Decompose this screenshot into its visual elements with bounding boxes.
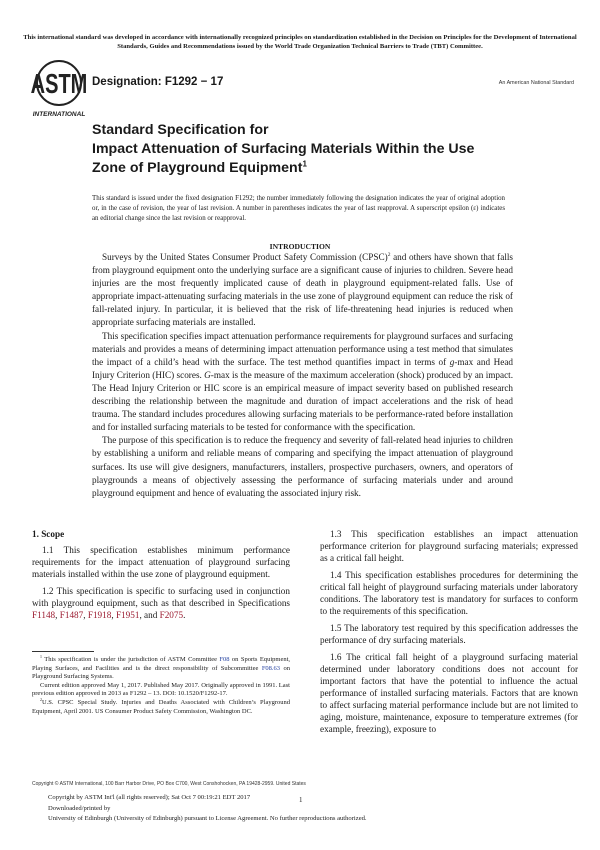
text: and others have shown that falls from playground equipment onto the underlying surface are a significant cause of injuries to children. Severe head injuries are the most frequently implicated cause of death in playground equipment-related falls. Use of appropriate impact-attenuating surfacing materials in the use zone of playground equipment can reduce the risk of fall-related injury. In particular, it is believed that the risk of life-threatening head injuries is reduced when appropriate surfacing materials are installed. bbox=[92, 252, 513, 328]
link-f08[interactable]: F08 bbox=[219, 656, 230, 663]
download-notice bbox=[48, 793, 367, 825]
scope-heading: 1. Scope bbox=[32, 529, 65, 539]
document-title bbox=[92, 121, 474, 178]
section-1-2: 1.2 This specification is specific to surfacing used in conjunction with playground equipment, such as that described in Specifications F1148, F1487, F1918, F1951, and F2075. bbox=[32, 586, 290, 620]
text: Surveys by the United States Consumer Product Safety Commission (CPSC) bbox=[102, 252, 388, 262]
designation: Designation: F1292 − 17 bbox=[92, 76, 224, 88]
link-f1148[interactable]: F1148 bbox=[32, 610, 56, 620]
text: This specification specifies impact attenuation performance requirements for playground surfaces and surfacing materials and provides a means of determining impact attenuation performance using a test method that simulates the impact of a child’s head with the surface. The test method quantifies impact in terms of bbox=[92, 330, 513, 367]
intro-paragraph bbox=[92, 251, 513, 330]
text: on Sports Equipment, Playing Surfaces, and Facilities and is the direct responsibility of Subcommittee bbox=[32, 656, 291, 672]
footnotes bbox=[32, 656, 290, 716]
astm-logo bbox=[30, 58, 88, 120]
license-notice: University of Edinburgh (University of Edinburgh) pursuant to License Agreement. No further reproductions authorized. bbox=[48, 815, 367, 822]
footnote-number: 2 bbox=[40, 697, 42, 702]
text: on Playground Surfacing Systems. bbox=[32, 664, 291, 681]
svg-text:ASTM: ASTM bbox=[30, 68, 88, 100]
link-f08-63[interactable]: F08.63 bbox=[261, 664, 281, 672]
link-f1918[interactable]: F1918 bbox=[87, 610, 112, 620]
text: -max is the measure of the maximum acceleration (shock) produced by an impact. The Head Injury Criterion or HIC score is an empirical measure of impact severity based on published research describing the relationship between the magnitude and duration of impact accelerations and the risk of head trauma. The standard includes procedures allowing surfacing materials to be performance-rated before installation and for installed surfacing materials to be tested for conformance with the specification. bbox=[92, 369, 513, 433]
left-column bbox=[32, 528, 290, 626]
text: -max and Head Injury Criterion (HIC) scores. bbox=[92, 356, 513, 380]
text: This specification is under the jurisdiction of ASTM Committee bbox=[44, 656, 220, 663]
link-f1487[interactable]: F1487 bbox=[59, 610, 84, 620]
introduction-body bbox=[92, 251, 513, 500]
text: U.S. CPSC Special Study. Injuries and Deaths Associated with Children’s Playground Equipment, April 2001. US Consumer Product Safety Commission, Washington DC. bbox=[32, 698, 290, 715]
text: 1.2 This specification is specific to surfacing used in conjunction with playground equipment, such as that described in Specifications bbox=[32, 586, 290, 608]
footnote-number: 1 bbox=[40, 654, 42, 659]
intro-paragraph bbox=[92, 330, 513, 435]
footnote-1-edition: Current edition approved May 1, 2017. Published May 2017. Originally approved in 1991. Last previous edition approved in 2013 as F1292 – 13. DOI: 10.1520/F1292-17. bbox=[32, 681, 290, 698]
section-1-3: 1.3 This specification establishes an impact attenuation performance criterion for playground surfacing materials; expressed as a critical fall height. bbox=[320, 529, 578, 563]
text: G bbox=[204, 369, 211, 380]
text: g bbox=[449, 356, 455, 367]
section-1-4: 1.4 This specification establishes procedures for determining the critical fall height of playground surfacing materials under laboratory conditions. The laboratory test is mandatory for surfaces to conform to the requirements of this specification. bbox=[320, 570, 578, 616]
right-column bbox=[320, 528, 578, 740]
title-line-3 bbox=[92, 159, 474, 178]
title-line-2: Impact Attenuation of Surfacing Materials Within the Use bbox=[92, 141, 475, 157]
link-f1951[interactable]: F1951 bbox=[115, 610, 140, 620]
footnote-2 bbox=[32, 699, 290, 716]
american-national-standard-label: An American National Standard bbox=[498, 80, 574, 86]
page-number: 1 bbox=[299, 796, 303, 804]
footnote-ref[interactable]: 1 bbox=[302, 159, 307, 169]
title-line-1: Standard Specification for bbox=[92, 122, 269, 138]
footnote-divider bbox=[32, 651, 94, 652]
designation-abstract: This standard is issued under the fixed designation F1292; the number immediately following the designation indicates the year of original adoption or, in the case of revision, the year of last revision. A number in parentheses indicates the year of last reapproval. A superscript epsilon (ε) indicates an editorial change since the last revision or reapproval. bbox=[92, 195, 505, 222]
footnote-1 bbox=[32, 656, 290, 682]
section-1-5: 1.5 The laboratory test required by this specification addresses the performance of dry surfacing materials. bbox=[320, 623, 578, 645]
copyright-line: Copyright © ASTM International, 100 Barr Harbor Drive, PO Box C700, West Conshohocken, PA 19428-2959. United States bbox=[32, 781, 306, 787]
section-1-1: 1.1 This specification establishes minimum performance requirements for the impact attenuation of playground surfacing materials installed within the use zone of playground equipment. bbox=[32, 545, 290, 579]
footnote-ref[interactable]: 2 bbox=[387, 251, 391, 258]
tbt-notice: This international standard was developed in accordance with internationally recognized principles on standardization established in the Decision on Principles for the Development of International Standards, Guides and Recommendations issued by the World Trade Organization Technical Barriers to Trade (TBT) Committee. bbox=[23, 34, 577, 50]
introduction-heading: INTRODUCTION bbox=[269, 242, 331, 251]
title-line-3-text: Zone of Playground Equipment bbox=[92, 160, 303, 176]
svg-text:INTERNATIONAL: INTERNATIONAL bbox=[32, 111, 86, 118]
link-f2075[interactable]: F2075 bbox=[159, 610, 184, 620]
section-1-6: 1.6 The critical fall height of a playground surfacing material determined under laboratory conditions does not account for important factors that have the potential to influence the actual performance of installed surfacing materials. Factors that are known to affect surfacing material performance include but are not limited to aging, moisture, maintenance, exposure to temperature extremes (for example, freezing), exposure to bbox=[320, 652, 578, 734]
intro-paragraph: The purpose of this specification is to reduce the frequency and severity of fall-related head injuries to children by establishing a uniform and reliable means of comparing and specifying the impact attenuation of playground surfaces. Its use will give designers, manufacturers, installers, prospective purchasers, owners, and operators of playgrounds a means of objectively assessing the performance of surfacing materials under and around playground equipment and hence of evaluating the associated injury risk. bbox=[92, 435, 513, 498]
copyright-timestamp: Copyright by ASTM Int'l (all rights reserved); Sat Oct 7 00:19:21 EDT 2017 bbox=[48, 794, 251, 801]
downloaded-by: Downloaded/printed by bbox=[48, 804, 111, 812]
